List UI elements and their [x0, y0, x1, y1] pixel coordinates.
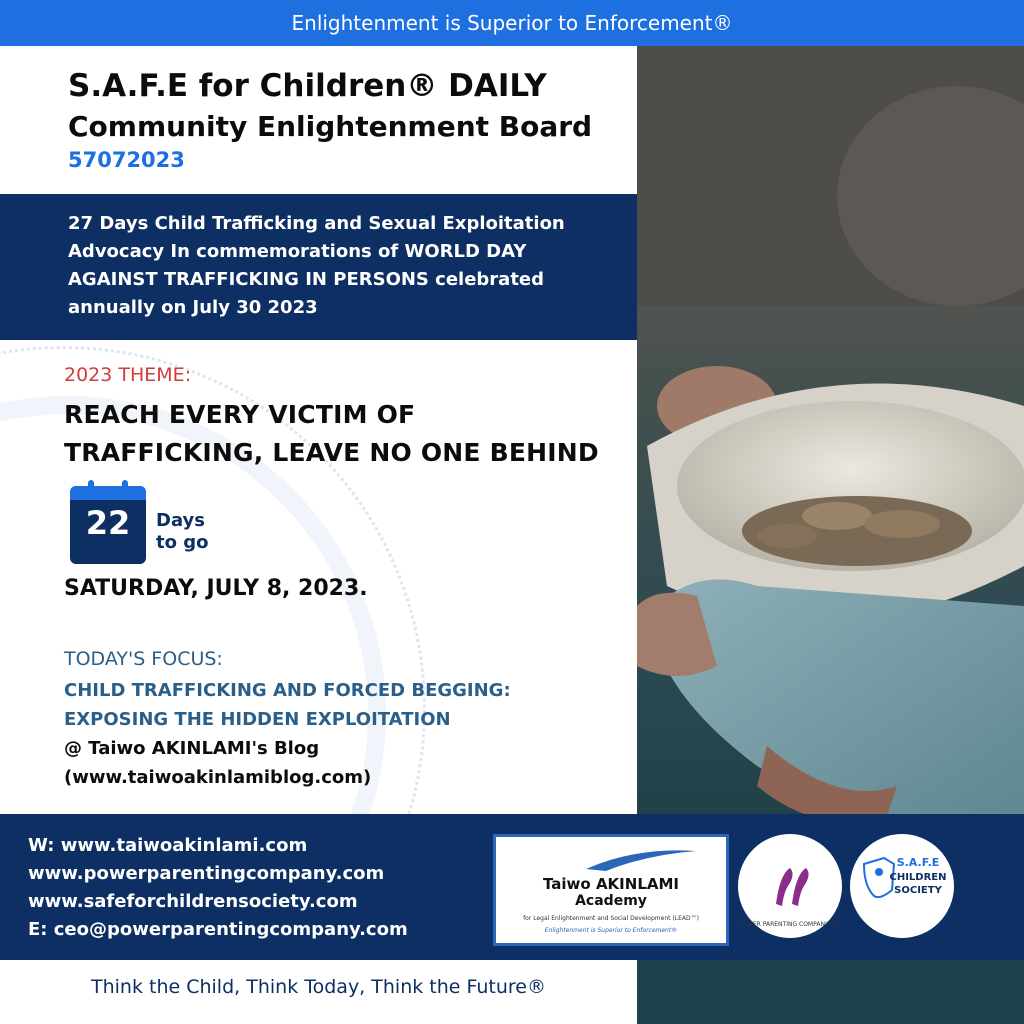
calendar-header — [70, 486, 146, 500]
page-title: S.A.F.E for Children® DAILY — [68, 68, 547, 104]
contact-website-link[interactable]: W: www.taiwoakinlami.com — [28, 835, 308, 856]
contact-website-link[interactable]: www.safeforchildrensociety.com — [28, 891, 358, 912]
advocacy-box — [0, 194, 637, 340]
focus-line: CHILD TRAFFICKING AND FORCED BEGGING: — [64, 680, 511, 701]
safe-children-emblem — [850, 834, 954, 938]
contact-website-link[interactable]: www.powerparentingcompany.com — [28, 863, 385, 884]
countdown-line: Days — [156, 510, 205, 531]
coin — [864, 510, 940, 538]
board-code: 57072023 — [68, 148, 185, 172]
coin — [802, 502, 872, 530]
contact-email-link[interactable]: E: ceo@powerparentingcompany.com — [28, 919, 408, 940]
safe-logo-line3: SOCIETY — [894, 885, 942, 896]
tagline: Think the Child, Think Today, Think the Future® — [90, 976, 547, 998]
academy-logo-subtitle: for Legal Enlightenment and Social Development (LEAD™) — [523, 915, 699, 922]
ppc-logo-text: POWER PARENTING COMPANY LLC — [738, 921, 842, 928]
blog-url[interactable]: (www.taiwoakinlamiblog.com) — [64, 767, 372, 788]
countdown-label — [156, 510, 246, 554]
bottom-strip — [0, 960, 637, 1024]
advocacy-line: AGAINST TRAFFICKING IN PERSONS celebrated — [68, 269, 545, 290]
top-banner — [0, 0, 1024, 46]
theme-text — [64, 396, 637, 472]
advocacy-text — [68, 210, 613, 322]
calendar-ring — [122, 480, 128, 494]
page-subtitle: Community Enlightenment Board — [68, 110, 593, 143]
focus-line: EXPOSING THE HIDDEN EXPLOITATION — [64, 709, 451, 730]
calendar-ring — [88, 480, 94, 494]
power-parenting-emblem — [738, 834, 842, 938]
academy-logo — [493, 834, 729, 946]
focus-label: TODAY'S FOCUS: — [64, 648, 223, 670]
academy-logo-name: Taiwo AKINLAMI — [543, 875, 679, 893]
academy-logo-swoosh — [496, 837, 726, 877]
countdown-number: 22 — [85, 504, 131, 542]
left-panel — [0, 46, 637, 814]
coin — [757, 524, 817, 548]
advocacy-line: 27 Days Child Trafficking and Sexual Exploitation — [68, 213, 565, 234]
theme-line: REACH EVERY VICTIM OF — [64, 400, 416, 429]
academy-logo-academy: Academy — [575, 893, 647, 909]
safe-children-society-logo — [850, 834, 954, 938]
blog-link[interactable]: @ Taiwo AKINLAMI's Blog — [64, 738, 320, 759]
power-parenting-logo — [738, 834, 842, 938]
safe-logo-line2: CHILDREN — [889, 872, 947, 883]
calendar-icon — [70, 486, 146, 564]
focus-text — [64, 676, 624, 734]
theme-line: TRAFFICKING, LEAVE NO ONE BEHIND — [64, 438, 599, 467]
advocacy-line: Advocacy In commemorations of WORLD DAY — [68, 241, 527, 262]
safe-logo-line1: S.A.F.E — [896, 856, 940, 869]
footer-contact-band — [0, 814, 1024, 960]
academy-logo-tagline: Enlightenment is Superior to Enforcement® — [544, 927, 678, 934]
theme-label: 2023 THEME: — [64, 364, 192, 386]
contact-list — [28, 832, 408, 944]
date-text: SATURDAY, JULY 8, 2023. — [64, 576, 368, 601]
countdown-line: to go — [156, 532, 209, 553]
banner-text: Enlightenment is Superior to Enforcement® — [291, 11, 733, 35]
advocacy-line: annually on July 30 2023 — [68, 297, 318, 318]
